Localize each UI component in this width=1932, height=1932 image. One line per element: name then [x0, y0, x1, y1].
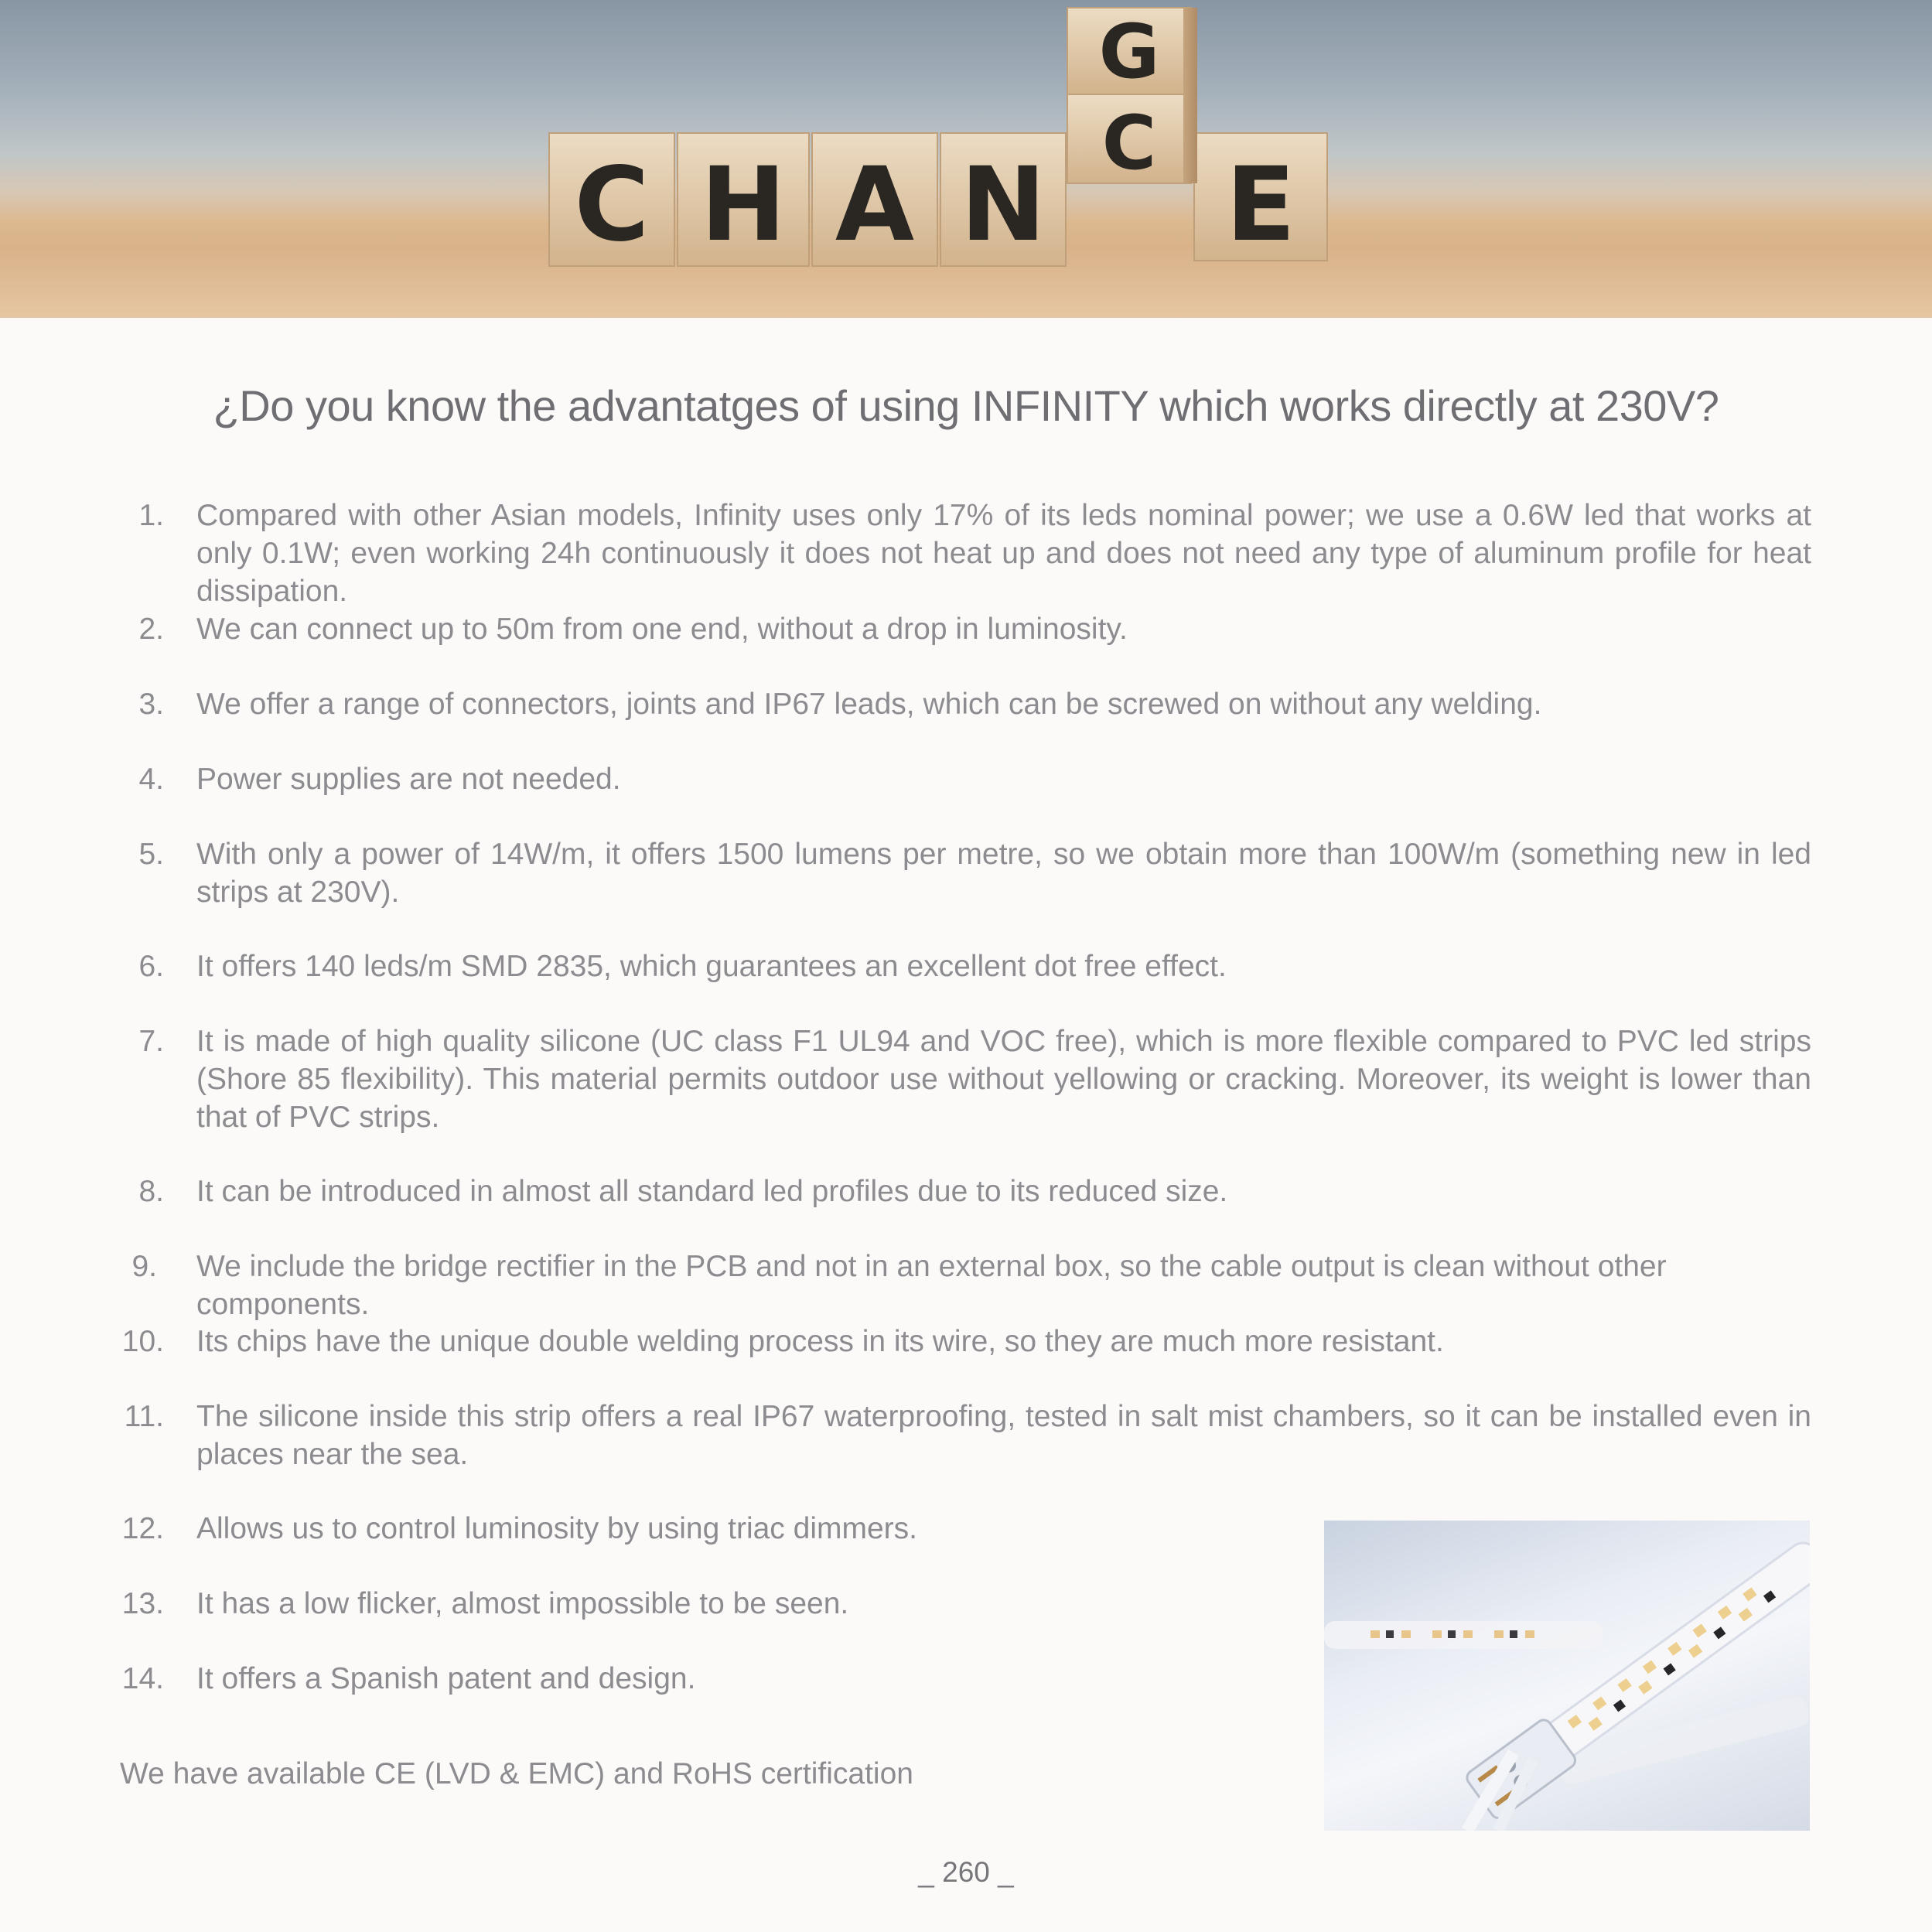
list-item-number: 14.	[121, 1662, 164, 1695]
list-item-number: 8.	[138, 1175, 164, 1208]
list-item-number: 10.	[121, 1325, 164, 1358]
certification-note: We have available CE (LVD & EMC) and RoHS certification	[120, 1757, 913, 1790]
svg-text:C: C	[574, 145, 650, 265]
list-item-number: 7.	[138, 1025, 164, 1058]
page-number: _ 260 _	[918, 1856, 1014, 1888]
page-heading: ¿Do you know the advantatges of using INFINITY which works directly at 230V?	[213, 381, 1719, 430]
list-item-number: 5.	[138, 838, 164, 871]
list-item-text: The silicone inside this strip offers a real IP67 waterproofing, tested in salt mist chambers, so it can be installed even in places near the sea.	[196, 1400, 1811, 1471]
list-item-number: 3.	[138, 688, 164, 721]
list-item-text: We include the bridge rectifier in the PCB and not in an external box, so the cable output is clean without other components.	[196, 1250, 1667, 1321]
svg-text:G: G	[1098, 9, 1160, 95]
list-item-text: Power supplies are not needed.	[196, 763, 621, 796]
list-item-text: Compared with other Asian models, Infinity uses only 17% of its leds nominal power; we use a 0.6W led that works at only 0.1W; even working 24h continuously it does not heat up and does not need any type of aluminum profile for heat dissipation.	[196, 499, 1811, 608]
list-item-text: It has a low flicker, almost impossible to be seen.	[196, 1587, 849, 1620]
list-item-number: 11.	[124, 1400, 164, 1433]
list-item-text: Allows us to control luminosity by using triac dimmers.	[196, 1512, 917, 1545]
list-item-number: 6.	[138, 950, 164, 983]
list-item-text: It offers 140 leds/m SMD 2835, which guarantees an excellent dot free effect.	[196, 950, 1227, 983]
svg-text:E: E	[1225, 145, 1296, 265]
led-strip-illustration	[1324, 1521, 1810, 1831]
block-row	[549, 8, 1327, 266]
svg-text:N: N	[960, 145, 1046, 265]
wooden-blocks-illustration	[0, 0, 1932, 318]
hero-image	[0, 0, 1932, 318]
list-item-number: 9.	[131, 1250, 157, 1283]
list-item-text: It can be introduced in almost all standard led profiles due to its reduced size.	[196, 1175, 1228, 1208]
list-item-text: Its chips have the unique double welding process in its wire, so they are much more resistant.	[196, 1325, 1444, 1358]
list-item-number: 4.	[138, 763, 164, 796]
list-item-number: 12.	[121, 1512, 164, 1545]
list-item-number: 13.	[121, 1587, 164, 1620]
list-item-number: 1.	[138, 499, 164, 532]
svg-text:C: C	[1101, 100, 1157, 186]
list-item-text: It offers a Spanish patent and design.	[196, 1662, 696, 1695]
list-item-text: We offer a range of connectors, joints and IP67 leads, which can be screwed on without any welding.	[196, 688, 1542, 721]
list-item-text: We can connect up to 50m from one end, without a drop in luminosity.	[196, 613, 1128, 646]
led-strip-photo	[1324, 1521, 1810, 1831]
svg-text:A: A	[835, 145, 915, 265]
list-item-text: It is made of high quality silicone (UC class F1 UL94 and VOC free), which is more flexible compared to PVC led strips (Shore 85 flexibility). This material permits outdoor use without yellowing or cracking. Moreover, its weight is lower than that of PVC strips.	[196, 1025, 1811, 1134]
list-item-number: 2.	[138, 613, 164, 646]
list-item-text: With only a power of 14W/m, it offers 1500 lumens per metre, so we obtain more than 100W/m (something new in led strips at 230V).	[196, 838, 1811, 909]
svg-text:H: H	[700, 145, 787, 265]
